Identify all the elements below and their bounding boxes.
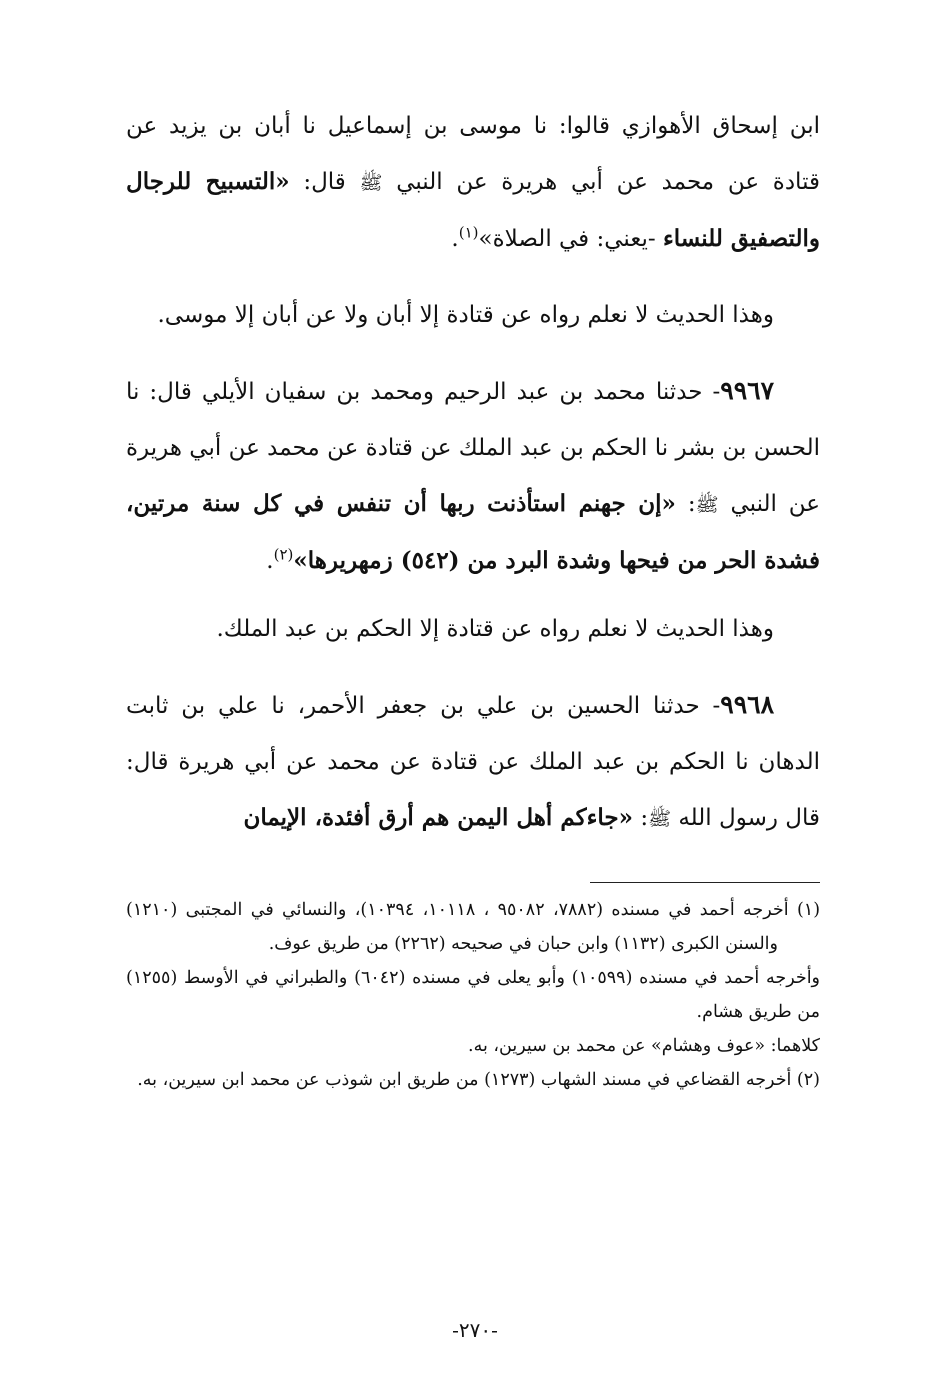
salawat-symbol: ﷺ <box>695 494 719 516</box>
footnote-1-summary: كلاهما: «عوف وهشام» عن محمد بن سيرين، به. <box>468 1036 820 1056</box>
commentary-text: وهذا الحديث لا نعلم رواه عن قتادة إلا الحكم بن عبد الملك. <box>216 616 774 642</box>
period: . <box>451 226 459 252</box>
main-text <box>126 98 820 867</box>
hadith-number: ٩٩٦٨ <box>720 690 774 719</box>
paragraph-isnad-continuation <box>126 98 820 267</box>
footnote-divider <box>590 882 820 883</box>
isnad-text: - حدثنا الحسين بن علي بن جعفر الأحمر، نا علي بن ثابت الدهان نا الحكم بن عبد الملك عن قتادة عن محمد عن أبي هريرة قال: قال رسول الله <box>126 693 820 831</box>
isnad-text: - حدثنا محمد بن عبد الرحيم ومحمد بن سفيان الأيلي قال: نا الحسن بن بشر نا الحكم بن عبد الملك عن قتادة عن محمد عن أبي هريرة عن النبي <box>126 379 821 517</box>
hadith-9967 <box>126 363 820 589</box>
footnote-1: (١) أخرجه أحمد في مسنده (٧٨٨٢، ٩٥٠٨٢ ، ١٠١١٨، ١٠٣٩٤)، والنسائي في المجتبى (١٢١٠) والسنن الكبرى (١١٣٢) وابن حبان في صحيحه (٢٢٦٢) من طريق عوف. <box>126 900 821 954</box>
paragraph-commentary <box>126 601 820 657</box>
hadith-number: ٩٩٦٧ <box>720 376 774 405</box>
footnote-1-continuation: وأخرجه أحمد في مسنده (١٠٥٩٩) وأبو يعلى في مسنده (٦٠٤٢) والطبراني في الأوسط (١٢٥٥) من طريق هشام. <box>126 968 821 1022</box>
hadith-text: «إن جهنم استأذنت ربها أن تنفس في كل سنة مرتين، فشدة الحر من فيحها وشدة البرد من (٥٤٢) زمهريرها» <box>126 490 820 574</box>
footnote-2: (٢) أخرجه القضاعي في مسند الشهاب (١٢٧٣) من طريق ابن شوذب عن محمد ابن سيرين، به. <box>137 1070 820 1090</box>
connector-text: قال: <box>289 169 360 195</box>
hadith-9968 <box>126 677 820 847</box>
connector-text: : <box>675 491 696 517</box>
footnote-ref: (٢) <box>273 545 294 564</box>
paragraph-commentary <box>126 287 820 343</box>
footnote-ref: (١) <box>458 223 479 242</box>
page-number: -٢٧٠- <box>452 1318 498 1342</box>
hadith-text: «جاءكم أهل اليمن هم أرق أفئدة، الإيمان <box>243 804 634 831</box>
hadith-text: «التسبيح للرجال والتصفيق للنساء <box>126 168 820 252</box>
salawat-symbol: ﷺ <box>648 808 672 830</box>
connector-text: : <box>633 805 649 831</box>
period: . <box>266 548 274 574</box>
footnotes <box>126 893 820 1097</box>
explanation-text: -يعني: في الصلاة» <box>478 226 663 252</box>
salawat-symbol: ﷺ <box>359 172 383 194</box>
commentary-text: وهذا الحديث لا نعلم رواه عن قتادة إلا أبان ولا عن أبان إلا موسى. <box>157 302 774 328</box>
isnad-text: ابن إسحاق الأهوازي قالوا: نا موسى بن إسماعيل نا أبان بن يزيد عن قتادة عن محمد عن أبي هريرة عن النبي <box>126 113 820 195</box>
